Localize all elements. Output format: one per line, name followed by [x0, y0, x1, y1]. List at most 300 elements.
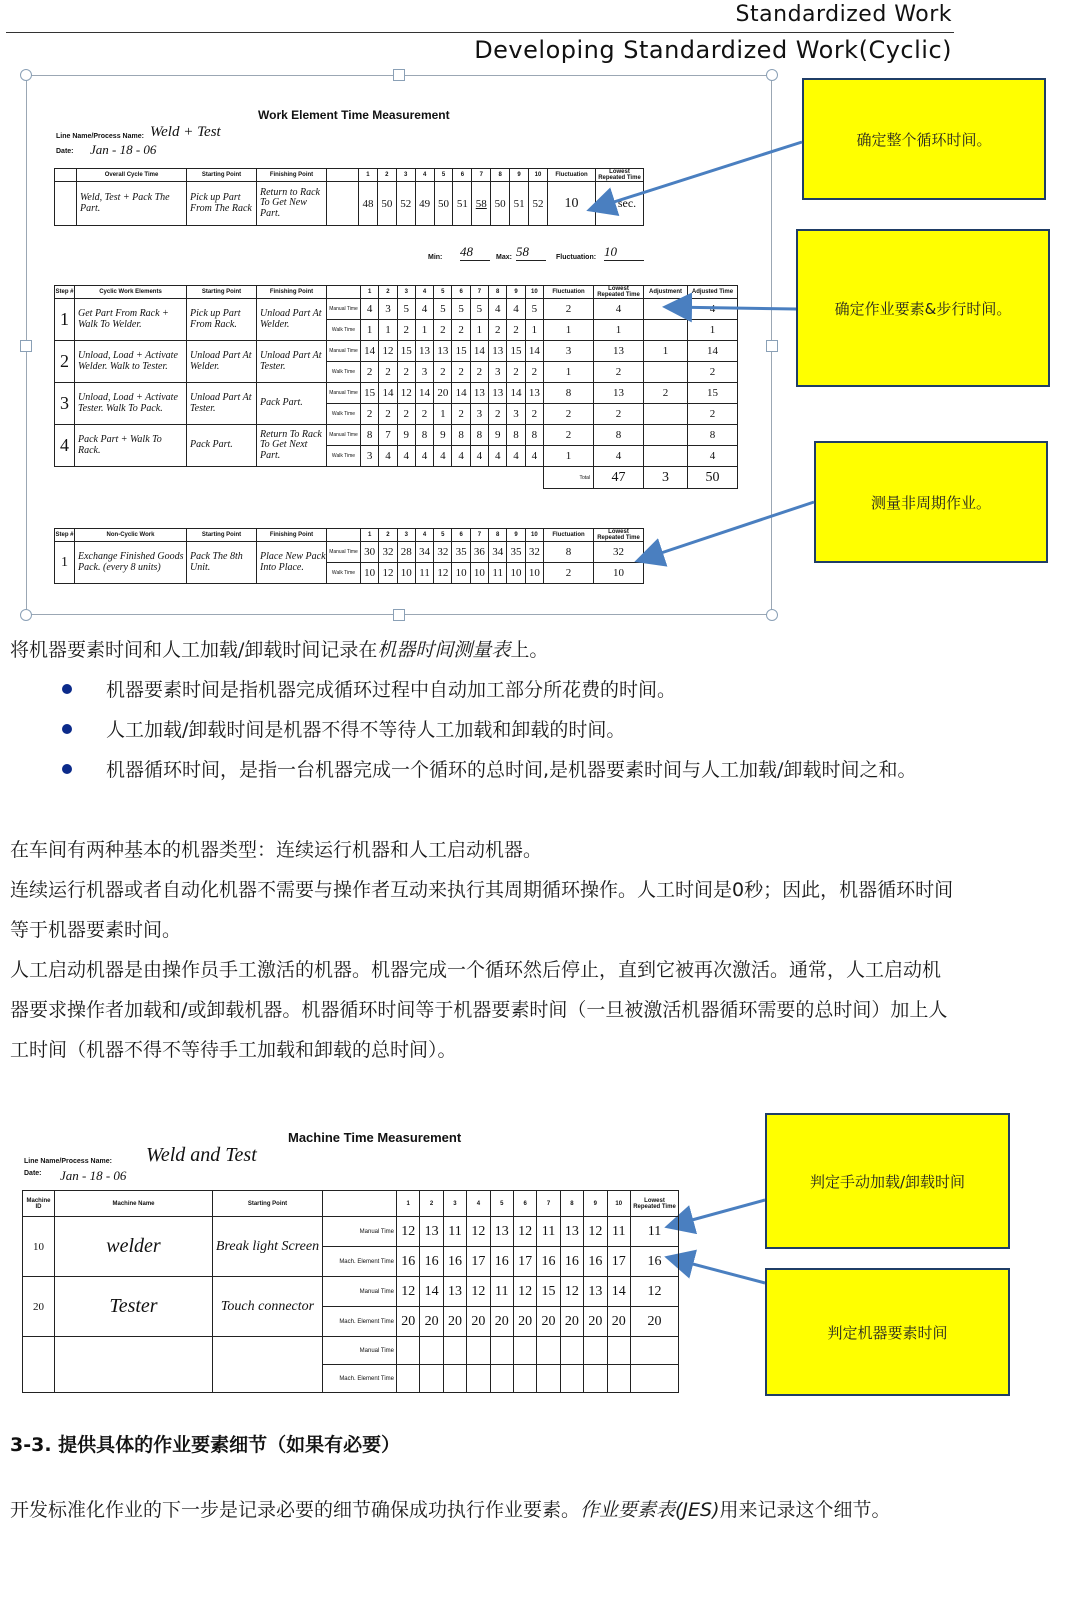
- element-finish: Unload Part At Tester.: [257, 341, 327, 383]
- bullet-icon: [62, 764, 72, 774]
- time-cell: 2: [525, 404, 543, 425]
- time-cell: 7: [379, 425, 397, 446]
- time-cell: 3: [489, 362, 507, 383]
- manual-time-label: Manual Time: [323, 1337, 397, 1365]
- arrow-icon: [670, 1200, 765, 1226]
- table-header: 3: [396, 169, 415, 182]
- table-header: 6: [452, 286, 470, 299]
- time-cell: 4: [397, 446, 415, 467]
- text-run: 开发标准化作业的下一步是记录必要的细节确保成功执行作业要素。: [10, 1499, 581, 1521]
- lowest-cell: 16: [631, 1247, 679, 1277]
- time-cell: 32: [434, 542, 452, 563]
- time-cell: 14: [379, 383, 397, 404]
- paragraph-3: 连续运行机器或者自动化机器不需要与操作者互动来执行其周期循环操作。人工时间是0秒；因此，机器循环时间等于机器要素时间。: [10, 879, 954, 941]
- fluct-cell: 1: [544, 320, 594, 341]
- table-header: 1: [361, 529, 379, 542]
- time-cell: 32: [379, 542, 397, 563]
- total-adjust: 3: [644, 467, 688, 489]
- lowest-cell: 11: [631, 1217, 679, 1247]
- cycle-value: 52: [529, 182, 548, 226]
- time-cell: 2: [361, 362, 379, 383]
- table-header: 7: [470, 529, 488, 542]
- step-number: 1: [55, 542, 75, 584]
- table-header: 7: [537, 1191, 560, 1217]
- time-cell: 2: [452, 362, 470, 383]
- table-header: Cyclic Work Elements: [75, 286, 187, 299]
- header-title: Standardized Work: [735, 2, 952, 27]
- table-header: Machine ID: [23, 1191, 55, 1217]
- machine-name: Tester: [55, 1277, 213, 1337]
- table-header: Finishing Point: [257, 529, 327, 542]
- table-header: 2: [420, 1191, 443, 1217]
- mtm-line-value: Weld and Test: [146, 1144, 257, 1166]
- time-cell: 20: [397, 1307, 420, 1337]
- time-cell: 14: [507, 383, 525, 404]
- time-cell: 2: [397, 320, 415, 341]
- min-value: 48: [460, 244, 490, 261]
- header-subtitle: Developing Standardized Work(Cyclic): [474, 36, 952, 64]
- time-cell: 4: [525, 446, 543, 467]
- manual-time-label: Manual Time: [327, 383, 361, 404]
- table-header: 8: [489, 529, 507, 542]
- time-cell: 15: [507, 341, 525, 362]
- table-header: 5: [434, 529, 452, 542]
- time-cell: 20: [420, 1307, 443, 1337]
- time-cell: 16: [420, 1247, 443, 1277]
- time-cell: 10: [470, 563, 488, 584]
- cycle-value: 50: [434, 182, 453, 226]
- lowest-cell: 2: [594, 362, 644, 383]
- table-header: 4: [415, 529, 433, 542]
- time-cell: 2: [489, 404, 507, 425]
- machine-name: welder: [55, 1217, 213, 1277]
- time-cell: 2: [507, 362, 525, 383]
- lowest-cell: 20: [631, 1307, 679, 1337]
- time-cell: 1: [415, 320, 433, 341]
- time-cell: 14: [415, 383, 433, 404]
- table-header: Adjusted Time: [688, 286, 738, 299]
- time-cell: 20: [490, 1307, 513, 1337]
- time-cell: 13: [560, 1217, 583, 1247]
- time-cell: 16: [537, 1247, 560, 1277]
- lowest-cell: 4: [594, 299, 644, 320]
- time-cell: 5: [470, 299, 488, 320]
- cycle-value: 50: [491, 182, 510, 226]
- time-cell: 2: [452, 320, 470, 341]
- date-label: Date:: [56, 148, 74, 155]
- time-cell: 8: [452, 425, 470, 446]
- manual-time-label: Manual Time: [327, 542, 361, 563]
- fluct-cell: 1: [544, 362, 594, 383]
- element-description: Unload, Load + Activate Tester. Walk To Pack.: [75, 383, 187, 425]
- lowest-cell: 1: [594, 320, 644, 341]
- element-time-label: Mach. Element Time: [323, 1365, 397, 1393]
- time-cell: 14: [607, 1277, 630, 1307]
- time-cell: 14: [452, 383, 470, 404]
- table-header: 5: [434, 169, 453, 182]
- time-cell: 4: [452, 446, 470, 467]
- cycle-value: 51: [510, 182, 529, 226]
- cycle-value: 48: [359, 182, 378, 226]
- time-cell: 17: [513, 1247, 536, 1277]
- mtm-line-label: Line Name/Process Name:: [24, 1158, 112, 1165]
- time-cell: 2: [489, 320, 507, 341]
- table-header: 3: [397, 529, 415, 542]
- machine-id: 10: [23, 1217, 55, 1277]
- time-cell: 32: [525, 542, 543, 563]
- paragraph-4: 人工启动机器是由操作员手工激活的机器。机器完成一个循环然后停止，直到它被再次激活。通常，人工启动机器要求操作者加载和/或卸载机器。机器循环时间等于机器要素时间（一旦被激活机器循环需要的总时间）加上人工时间（机器不得不等待手工加载和卸载的总时间）。: [10, 959, 948, 1061]
- time-cell: 2: [379, 404, 397, 425]
- time-cell: 3: [470, 404, 488, 425]
- machine-start: Touch connector: [213, 1277, 323, 1337]
- worksheet-title: Work Element Time Measurement: [258, 108, 450, 122]
- bullet-text-2: 人工加载/卸载时间是机器不得不等待人工加载和卸载的时间。: [106, 719, 626, 741]
- table-header: 5: [490, 1191, 513, 1217]
- time-cell: 4: [361, 299, 379, 320]
- element-description: Pack Part + Walk To Rack.: [75, 425, 187, 467]
- text-run-italic: 作业要素表(JES): [580, 1499, 720, 1521]
- table-header: 2: [379, 286, 397, 299]
- time-cell: 16: [443, 1247, 466, 1277]
- time-cell: 4: [415, 299, 433, 320]
- table-header: 2: [379, 529, 397, 542]
- callout-non-cyclic: 测量非周期作业。: [814, 441, 1048, 563]
- time-cell: 2: [397, 404, 415, 425]
- cycle-start: Pick up Part From The Rack: [187, 182, 257, 226]
- time-cell: 2: [379, 362, 397, 383]
- callout-machine-element-time: 判定机器要素时间: [765, 1268, 1010, 1396]
- time-cell: 5: [397, 299, 415, 320]
- time-cell: 12: [379, 563, 397, 584]
- time-cell: 14: [361, 341, 379, 362]
- time-cell: 34: [489, 542, 507, 563]
- paragraph-1: [10, 630, 955, 670]
- time-cell: 12: [467, 1217, 490, 1247]
- table-header: Machine Name: [55, 1191, 213, 1217]
- walk-time-label: Walk Time: [327, 362, 361, 383]
- table-header: 10: [525, 286, 543, 299]
- element-start: Pack Part.: [187, 425, 257, 467]
- time-cell: 9: [397, 425, 415, 446]
- time-cell: 20: [513, 1307, 536, 1337]
- time-cell: 20: [537, 1307, 560, 1337]
- fluct-cell: 2: [544, 299, 594, 320]
- cycle-fluctuation: 10: [548, 182, 596, 226]
- adjusted-cell: 8: [688, 425, 738, 446]
- table-header: Starting Point: [213, 1191, 323, 1217]
- lowest-cell: 2: [594, 404, 644, 425]
- bullet-icon: [62, 684, 72, 694]
- cycle-description: Weld, Test + Pack The Part.: [77, 182, 187, 226]
- time-cell: 16: [584, 1247, 607, 1277]
- callout-manual-time: 判定手动加载/卸载时间: [765, 1113, 1010, 1249]
- time-cell: 4: [379, 446, 397, 467]
- time-cell: 12: [584, 1217, 607, 1247]
- arrow-icon: [592, 142, 802, 209]
- time-cell: 4: [489, 299, 507, 320]
- total-adjusted: 50: [688, 467, 738, 489]
- time-cell: 13: [489, 341, 507, 362]
- max-label: Max:: [496, 254, 512, 261]
- time-cell: 8: [415, 425, 433, 446]
- lowest-cell: 4: [594, 446, 644, 467]
- time-cell: 13: [443, 1277, 466, 1307]
- time-cell: 15: [452, 341, 470, 362]
- time-cell: 8: [525, 425, 543, 446]
- manual-time-label: Manual Time: [323, 1277, 397, 1307]
- text-run: 上。: [510, 639, 549, 661]
- time-cell: 16: [397, 1247, 420, 1277]
- table-header: 1: [397, 1191, 420, 1217]
- time-cell: 5: [525, 299, 543, 320]
- element-time-label: Mach. Element Time: [323, 1307, 397, 1337]
- time-cell: 17: [607, 1247, 630, 1277]
- time-cell: 20: [560, 1307, 583, 1337]
- lowest-cell: 12: [631, 1277, 679, 1307]
- table-header: Finishing Point: [257, 169, 327, 182]
- arrow-icon: [668, 307, 796, 309]
- callout-element-time: 确定作业要素&步行时间。: [796, 229, 1050, 387]
- time-cell: 2: [397, 362, 415, 383]
- time-cell: 10: [507, 563, 525, 584]
- table-header: 6: [513, 1191, 536, 1217]
- cycle-value: 58: [472, 182, 491, 226]
- time-cell: 9: [489, 425, 507, 446]
- table-header: Finishing Point: [257, 286, 327, 299]
- lowest-cell: 8: [594, 425, 644, 446]
- total-label: Total: [544, 467, 594, 489]
- callout-cycle-time: 确定整个循环时间。: [802, 78, 1046, 200]
- time-cell: 28: [397, 542, 415, 563]
- manual-time-label: Manual Time: [327, 425, 361, 446]
- time-cell: 30: [361, 542, 379, 563]
- table-header: 9: [507, 529, 525, 542]
- cycle-finish: Return to Rack To Get New Part.: [257, 182, 327, 226]
- time-cell: 15: [361, 383, 379, 404]
- table-header: 4: [467, 1191, 490, 1217]
- mtm-date-label: Date:: [24, 1170, 42, 1177]
- bullet-text-1: 机器要素时间是指机器完成循环过程中自动加工部分所花费的时间。: [106, 679, 677, 701]
- text-run-italic: 机器时间测量表: [377, 639, 511, 661]
- time-cell: 3: [507, 404, 525, 425]
- element-finish: Unload Part At Welder.: [257, 299, 327, 341]
- adjust-cell: 1: [644, 341, 688, 362]
- time-cell: 16: [560, 1247, 583, 1277]
- bullet-icon: [62, 724, 72, 734]
- time-cell: 12: [379, 341, 397, 362]
- max-value: 58: [516, 244, 546, 261]
- mtm-date-value: Jan - 18 - 06: [60, 1168, 127, 1183]
- time-cell: 4: [507, 299, 525, 320]
- walk-time-label: Walk Time: [327, 404, 361, 425]
- element-start: Unload Part At Welder.: [187, 341, 257, 383]
- time-cell: 35: [452, 542, 470, 563]
- table-header: Step #: [55, 286, 75, 299]
- table-header: Overall Cycle Time: [77, 169, 187, 182]
- date-value: Jan - 18 - 06: [90, 142, 157, 157]
- time-cell: 13: [525, 383, 543, 404]
- time-cell: 1: [361, 320, 379, 341]
- cycle-value: 50: [377, 182, 396, 226]
- table-header: Fluctuation: [544, 529, 594, 542]
- text-run: 将机器要素时间和人工加载/卸载时间记录在: [10, 639, 378, 661]
- time-cell: 11: [489, 563, 507, 584]
- time-cell: 20: [584, 1307, 607, 1337]
- time-cell: 4: [415, 446, 433, 467]
- time-cell: 8: [507, 425, 525, 446]
- table-header: 4: [415, 169, 434, 182]
- mtm-title: Machine Time Measurement: [288, 1130, 462, 1145]
- step-number: 1: [55, 299, 75, 341]
- time-cell: 2: [452, 404, 470, 425]
- time-cell: 12: [397, 383, 415, 404]
- time-cell: 8: [361, 425, 379, 446]
- time-cell: 13: [420, 1217, 443, 1247]
- table-header: 3: [443, 1191, 466, 1217]
- time-cell: 34: [415, 542, 433, 563]
- time-cell: 20: [434, 383, 452, 404]
- cycle-value: 51: [453, 182, 472, 226]
- time-cell: 4: [434, 446, 452, 467]
- time-cell: 12: [560, 1277, 583, 1307]
- time-cell: 5: [434, 299, 452, 320]
- time-cell: 11: [415, 563, 433, 584]
- time-cell: 3: [415, 362, 433, 383]
- element-description: Unload, Load + Activate Welder. Walk to Tester.: [75, 341, 187, 383]
- time-cell: 2: [361, 404, 379, 425]
- adjusted-cell: 14: [688, 341, 738, 362]
- table-header: 8: [489, 286, 507, 299]
- fluct-cell: 2: [544, 563, 594, 584]
- bullet-text-3: 机器循环时间，是指一台机器完成一个循环的总时间,是机器要素时间与人工加载/卸载时间之和。: [106, 759, 917, 781]
- time-cell: 2: [470, 362, 488, 383]
- time-cell: 13: [434, 341, 452, 362]
- table-header: Adjustment: [644, 286, 688, 299]
- table-header: 9: [584, 1191, 607, 1217]
- table-header: Lowest Repeated Time: [594, 529, 644, 542]
- time-cell: 16: [490, 1247, 513, 1277]
- time-cell: 12: [397, 1217, 420, 1247]
- table-header: 2: [377, 169, 396, 182]
- table-header: 9: [510, 169, 529, 182]
- element-description: Get Part From Rack + Walk To Welder.: [75, 299, 187, 341]
- time-cell: 17: [467, 1247, 490, 1277]
- fluct-cell: 3: [544, 341, 594, 362]
- walk-time-label: Walk Time: [327, 563, 361, 584]
- time-cell: 2: [507, 320, 525, 341]
- table-header: Fluctuation: [548, 169, 596, 182]
- time-cell: 2: [434, 362, 452, 383]
- adjusted-cell: 1: [688, 320, 738, 341]
- table-header: Starting Point: [187, 286, 257, 299]
- element-finish: Pack Part.: [257, 383, 327, 425]
- fluct-cell: 2: [544, 425, 594, 446]
- table-header: 7: [470, 286, 488, 299]
- lowest-cell: 13: [594, 341, 644, 362]
- table-header: Lowest Repeated Time: [594, 286, 644, 299]
- manual-time-label: Manual Time: [327, 341, 361, 362]
- fluct-value: 10: [604, 244, 644, 261]
- time-cell: 13: [584, 1277, 607, 1307]
- table-header: 6: [453, 169, 472, 182]
- table-header: Lowest Repeated Time: [631, 1191, 679, 1217]
- adjusted-cell: 2: [688, 404, 738, 425]
- walk-time-label: Walk Time: [327, 320, 361, 341]
- time-cell: 9: [434, 425, 452, 446]
- time-cell: 15: [537, 1277, 560, 1307]
- time-cell: 2: [415, 404, 433, 425]
- time-cell: 35: [507, 542, 525, 563]
- adjusted-cell: 15: [688, 383, 738, 404]
- arrow-icon: [640, 502, 814, 560]
- table-header: 4: [415, 286, 433, 299]
- time-cell: 13: [489, 383, 507, 404]
- table-header: 6: [452, 529, 470, 542]
- total-lowest: 47: [594, 467, 644, 489]
- walk-time-label: Walk Time: [327, 446, 361, 467]
- section-heading: 3-3. 提供具体的作业要素细节（如果有必要）: [10, 1434, 401, 1456]
- element-time-label: Mach. Element Time: [323, 1247, 397, 1277]
- text-run: 用来记录这个细节。: [719, 1499, 891, 1521]
- table-header: 1: [361, 286, 379, 299]
- time-cell: 13: [490, 1217, 513, 1247]
- table-header: Starting Point: [187, 169, 257, 182]
- table-header: 10: [607, 1191, 630, 1217]
- table-header: 5: [434, 286, 452, 299]
- table-header: Non-Cyclic Work: [75, 529, 187, 542]
- time-cell: 11: [607, 1217, 630, 1247]
- table-header: 8: [491, 169, 510, 182]
- time-cell: 1: [470, 320, 488, 341]
- time-cell: 14: [420, 1277, 443, 1307]
- cycle-value: 49: [415, 182, 434, 226]
- adjusted-cell: 2: [688, 362, 738, 383]
- time-cell: 36: [470, 542, 488, 563]
- adjust-cell: 2: [644, 383, 688, 404]
- fluct-cell: 2: [544, 404, 594, 425]
- time-cell: 4: [489, 446, 507, 467]
- paragraph-5: [10, 1490, 955, 1530]
- time-cell: 2: [525, 362, 543, 383]
- table-header: 1: [359, 169, 378, 182]
- adjusted-cell: 4: [688, 446, 738, 467]
- time-cell: 12: [513, 1277, 536, 1307]
- element-start: Pack The 8th Unit.: [187, 542, 257, 584]
- step-number: 3: [55, 383, 75, 425]
- lowest-cell: 10: [594, 563, 644, 584]
- time-cell: 13: [415, 341, 433, 362]
- table-header: 3: [397, 286, 415, 299]
- step-number: 4: [55, 425, 75, 467]
- time-cell: 1: [525, 320, 543, 341]
- time-cell: 12: [513, 1217, 536, 1247]
- time-cell: 15: [397, 341, 415, 362]
- table-header: 10: [525, 529, 543, 542]
- cycle-lowest: 50 sec.: [596, 182, 644, 226]
- table-header: 9: [507, 286, 525, 299]
- time-cell: 20: [467, 1307, 490, 1337]
- fluct-cell: 8: [544, 383, 594, 404]
- fluct-cell: 8: [544, 542, 594, 563]
- time-cell: 1: [434, 404, 452, 425]
- time-cell: 10: [525, 563, 543, 584]
- line-name-label: Line Name/Process Name:: [56, 133, 144, 140]
- time-cell: 11: [490, 1277, 513, 1307]
- time-cell: 13: [470, 383, 488, 404]
- table-header: 7: [472, 169, 491, 182]
- table-header: Starting Point: [187, 529, 257, 542]
- table-header: Lowest Repeated Time: [596, 169, 644, 182]
